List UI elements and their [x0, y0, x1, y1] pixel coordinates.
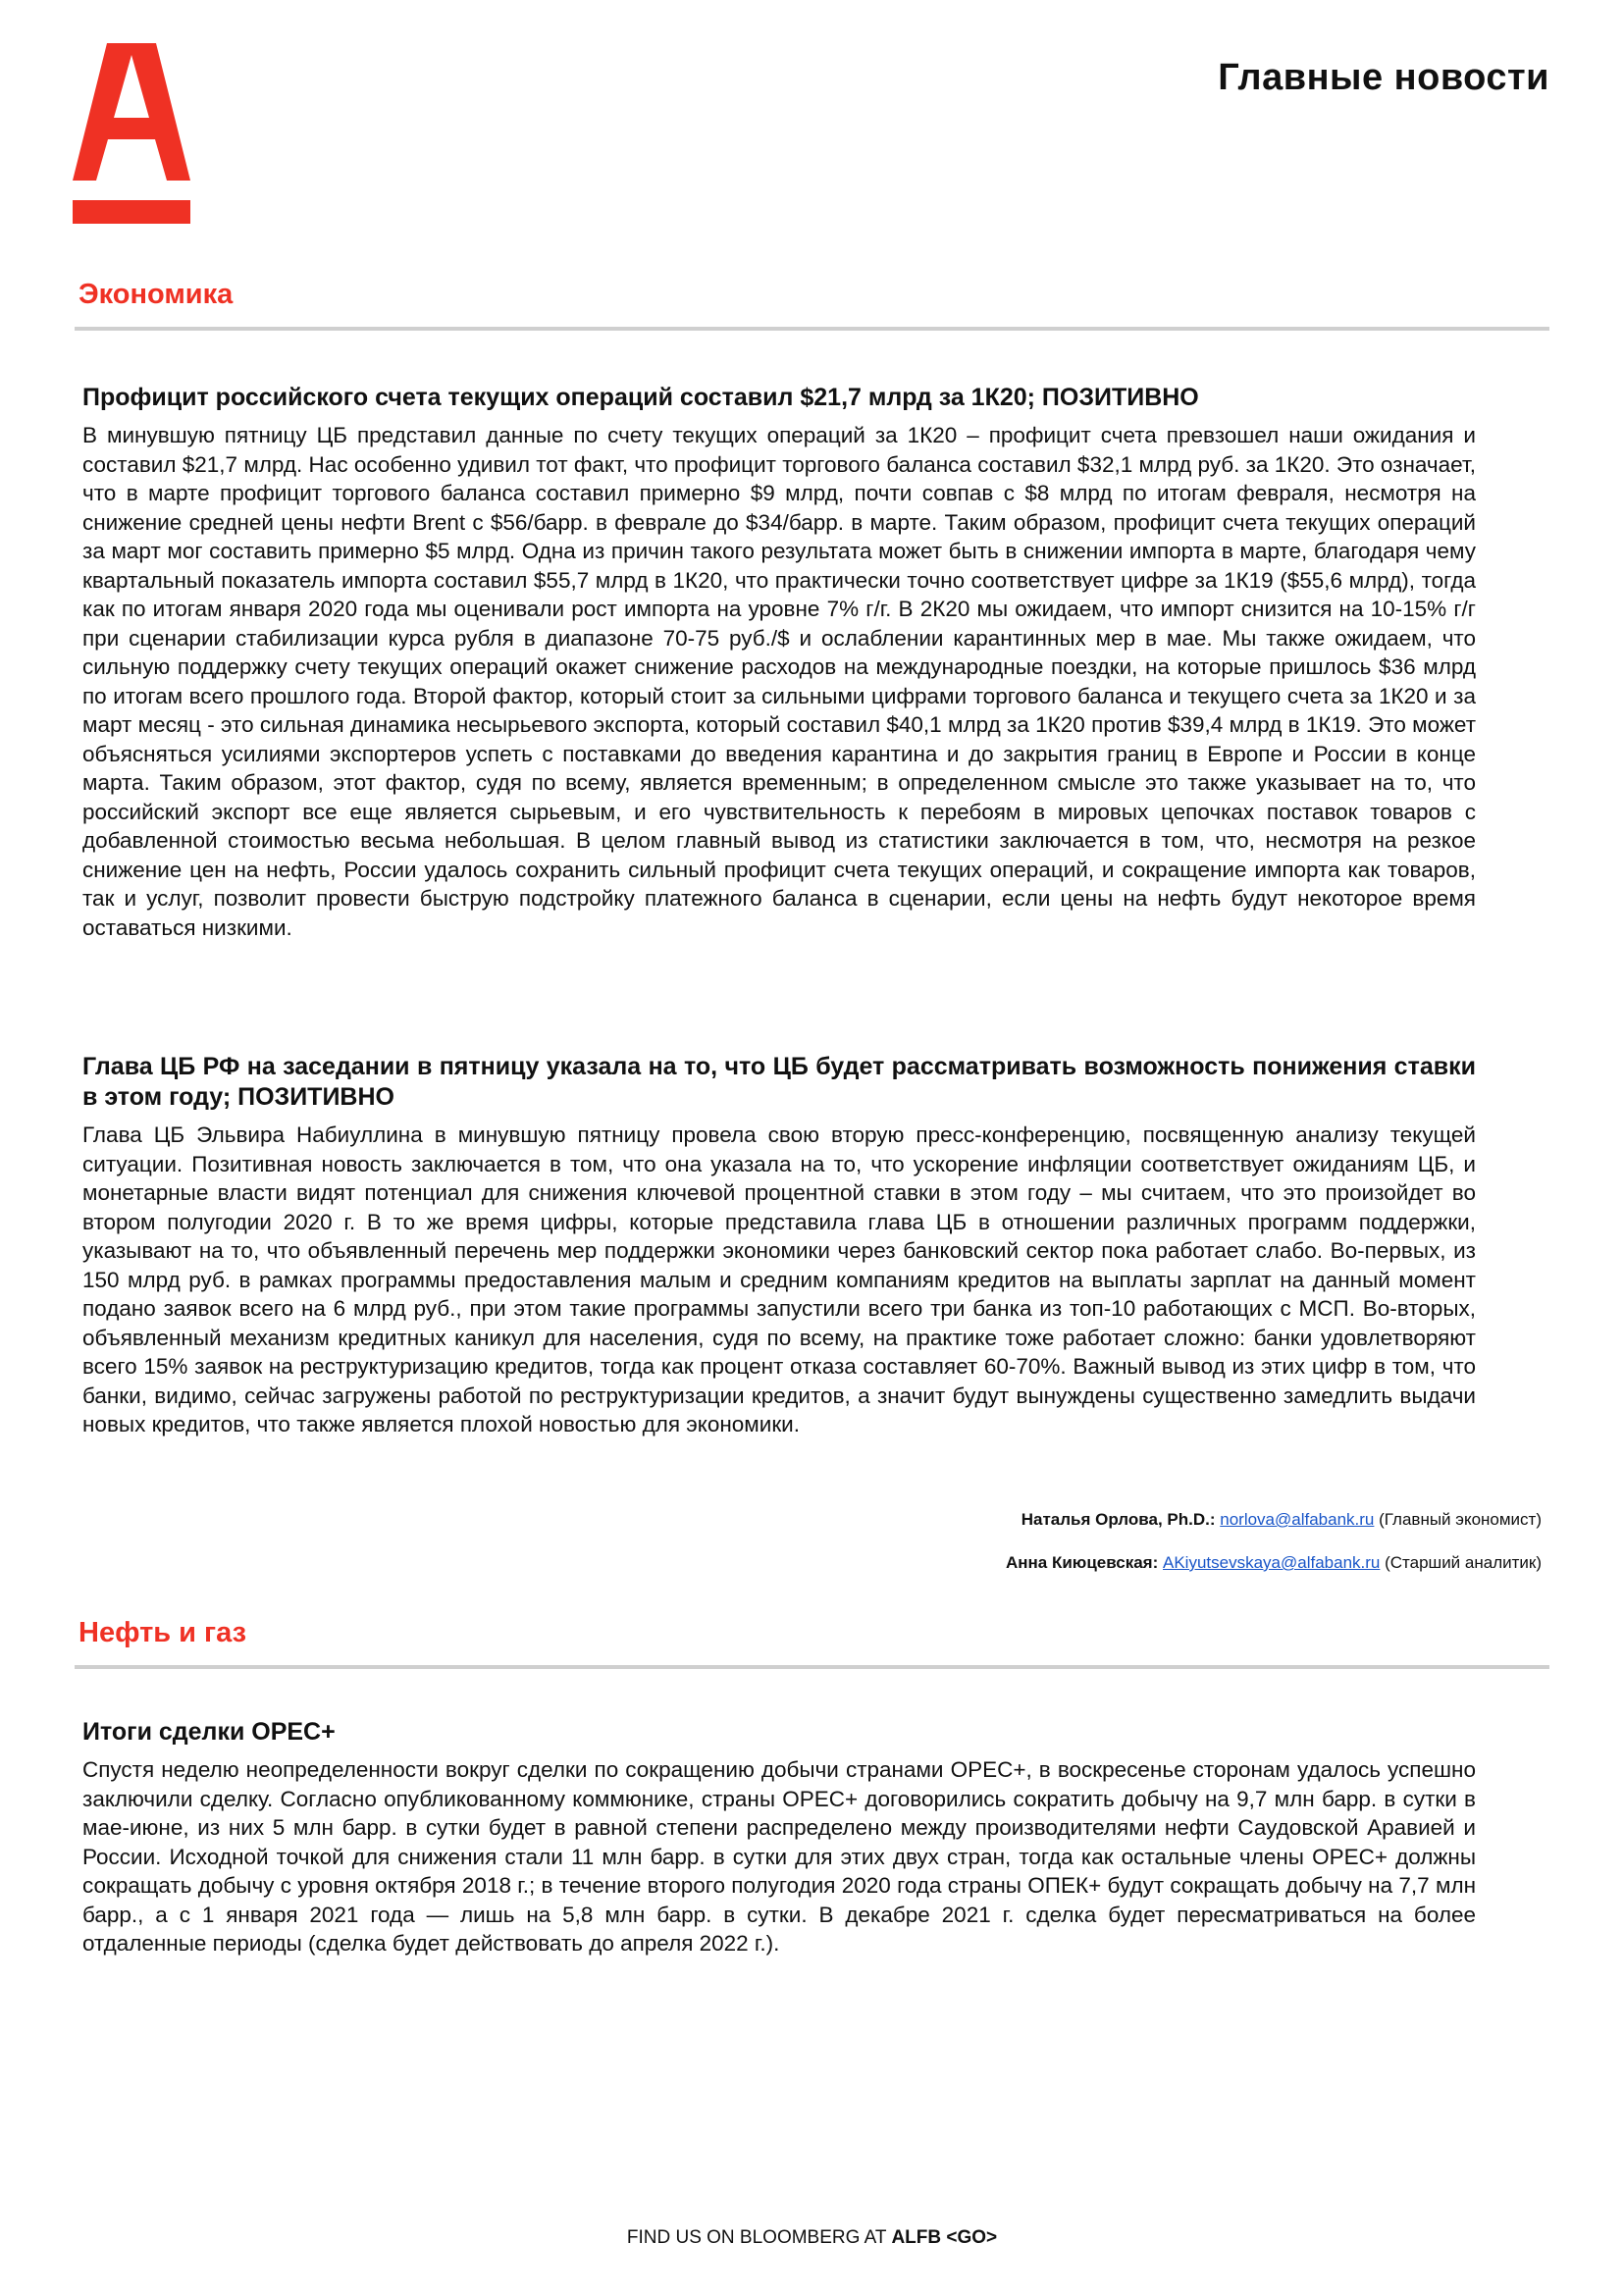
section-title-oil-gas: Нефть и газ	[79, 1617, 247, 1648]
author-role: (Главный экономист)	[1379, 1510, 1542, 1529]
section-divider	[75, 1665, 1549, 1669]
bloomberg-footer	[0, 2227, 1624, 2249]
footer-ticker: ALFB <GO>	[891, 2227, 998, 2248]
article-headline: Итоги сделки OPEC+	[82, 1718, 336, 1746]
author-signature	[1006, 1553, 1542, 1573]
article-body: Спустя неделю неопределенности вокруг сделки по сокращению добычи странами OPEC+, в воскресенье сторонам удалось успешно заключили сделку. Согласно опубликованному коммюнике, страны OPEC+ договорились сократить добычу на 9,7 млн барр. в сутки в мае-июне, из них 5 млн барр. в сутки будет в равной степени распределено между производителями нефти Саудовской Аравией и России. Исходной точкой для снижения стали 11 млн барр. в сутки для этих двух стран, тогда как остальные члены OPEC+ должны сокращать добычу с уровня октября 2018 г.; в течение второго полугодия 2020 года страны ОПЕК+ будут сокращать добычу на 7,7 млн барр., а с 1 января 2021 года — лишь на 5,8 млн барр. в сутки. В декабре 2021 г. сделка будет пересматриваться на более отдаленные периоды (сделка будет действовать до апреля 2022 г.).	[82, 1757, 1476, 1956]
page-title: Главные новости	[1218, 57, 1549, 98]
economy-article-2	[82, 1052, 1476, 1439]
author-signature	[1022, 1510, 1542, 1530]
author-email-link[interactable]: AKiyutsevskaya@alfabank.ru	[1163, 1553, 1381, 1572]
author-email-link[interactable]: norlova@alfabank.ru	[1220, 1510, 1375, 1529]
footer-prefix: FIND US ON BLOOMBERG AT	[626, 2227, 892, 2248]
author-name: Наталья Орлова, Ph.D.:	[1021, 1510, 1216, 1529]
oil-gas-article-1	[82, 1717, 1476, 1958]
author-role: (Старший аналитик)	[1385, 1553, 1542, 1572]
alfa-logo-underline	[73, 200, 190, 224]
economy-article-1	[82, 383, 1476, 942]
section-divider	[75, 327, 1549, 331]
alfa-bank-logo	[73, 43, 190, 226]
section-title-economy: Экономика	[79, 279, 234, 310]
article-body: В минувшую пятницу ЦБ представил данные по счету текущих операций за 1К20 – профицит счета превзошел наши ожидания и составил $21,7 млрд. Нас особенно удивил тот факт, что профицит торгового баланса составил $32,1 млрд руб. за 1К20. Это означает, что в марте профицит торгового баланса составил примерно $9 млрд, почти совпав с $8 млрд по итогам февраля, несмотря на снижение средней цены нефти Brent с $56/барр. в феврале до $34/барр. в марте. Таким образом, профицит счета текущих операций за март мог составить примерно $5 млрд. Одна из причин такого результата может быть в снижении импорта в марте, благодаря чему квартальный показатель импорта составил $55,7 млрд в 1К20, что практически точно соответствует цифре за 1К19 ($55,6 млрд), тогда как по итогам января 2020 года мы оценивали рост импорта на уровне 7% г/г. В 2К20 мы ожидаем, что импорт снизится на 10-15% г/г при сценарии стабилизации курса рубля в диапазоне 70-75 руб./$ и ослаблении карантинных мер в мае. Мы также ожидаем, что сильную поддержку счету текущих операций окажет снижение расходов на международные поездки, на которые пришлось $36 млрд по итогам всего прошлого года. Второй фактор, который стоит за сильными цифрами торгового баланса и текущего счета за 1К20 и за март месяц - это сильная динамика несырьевого экспорта, который составил $40,1 млрд за 1К20 против $39,4 млрд в 1К19. Это может объясняться усилиями экспортеров успеть с поставками до введения карантина и до закрытия границ в Европе и России в конце марта. Таким образом, этот фактор, судя по всему, является временным; в определенном смысле это также указывает на то, что российский экспорт все еще является сырьевым, и его чувствительность к перебоям в мировых цепочках поставок товаров с добавленной стоимостью весьма небольшая. В целом главный вывод из статистики заключается в том, что, несмотря на резкое снижение цен на нефть, России удалось сохранить сильный профицит счета текущих операций, и сокращение импорта как товаров, так и услуг, позволит провести быструю подстройку платежного баланса в сценарии, если цены на нефть будут некоторое время оставаться низкими.	[82, 423, 1476, 940]
article-body: Глава ЦБ Эльвира Набиуллина в минувшую пятницу провела свою вторую пресс-конференцию, посвященную анализу текущей ситуации. Позитивная новость заключается в том, что она указала на то, что ускорение инфляции соответствует ожиданиям ЦБ, и монетарные власти видят потенциал для снижения ключевой процентной ставки в этом году – мы считаем, что это произойдет во втором полугодии 2020 г. В то же время цифры, которые представила глава ЦБ в отношении различных программ поддержки, указывают на то, что объявленный перечень мер поддержки экономики через банковский сектор пока работает слабо. Во-первых, из 150 млрд руб. в рамках программы предоставления малым и средним компаниям кредитов на выплаты зарплат на данный момент подано заявок всего на 6 млрд руб., при этом такие программы запустили всего три банка из топ-10 работающих с МСП. Во-вторых, объявленный механизм кредитных каникул для населения, судя по всему, на практике тоже работает сложно: банки удовлетворяют всего 15% заявок на реструктуризацию кредитов, тогда как процент отказа составляет 60-70%. Важный вывод из этих цифр в том, что банки, видимо, сейчас загружены работой по реструктуризации кредитов, а значит будут вынуждены существенно замедлить выдачи новых кредитов, что также является плохой новостью для экономики.	[82, 1122, 1476, 1436]
author-name: Анна Киюцевская:	[1005, 1553, 1159, 1572]
alfa-logo-letter-shape	[73, 43, 190, 181]
article-headline: Глава ЦБ РФ на заседании в пятницу указала на то, что ЦБ будет рассматривать возможность понижения ставки в этом году; ПОЗИТИВНО	[82, 1053, 1476, 1111]
article-headline: Профицит российского счета текущих операций составил $21,7 млрд за 1К20; ПОЗИТИВНО	[82, 384, 1199, 411]
